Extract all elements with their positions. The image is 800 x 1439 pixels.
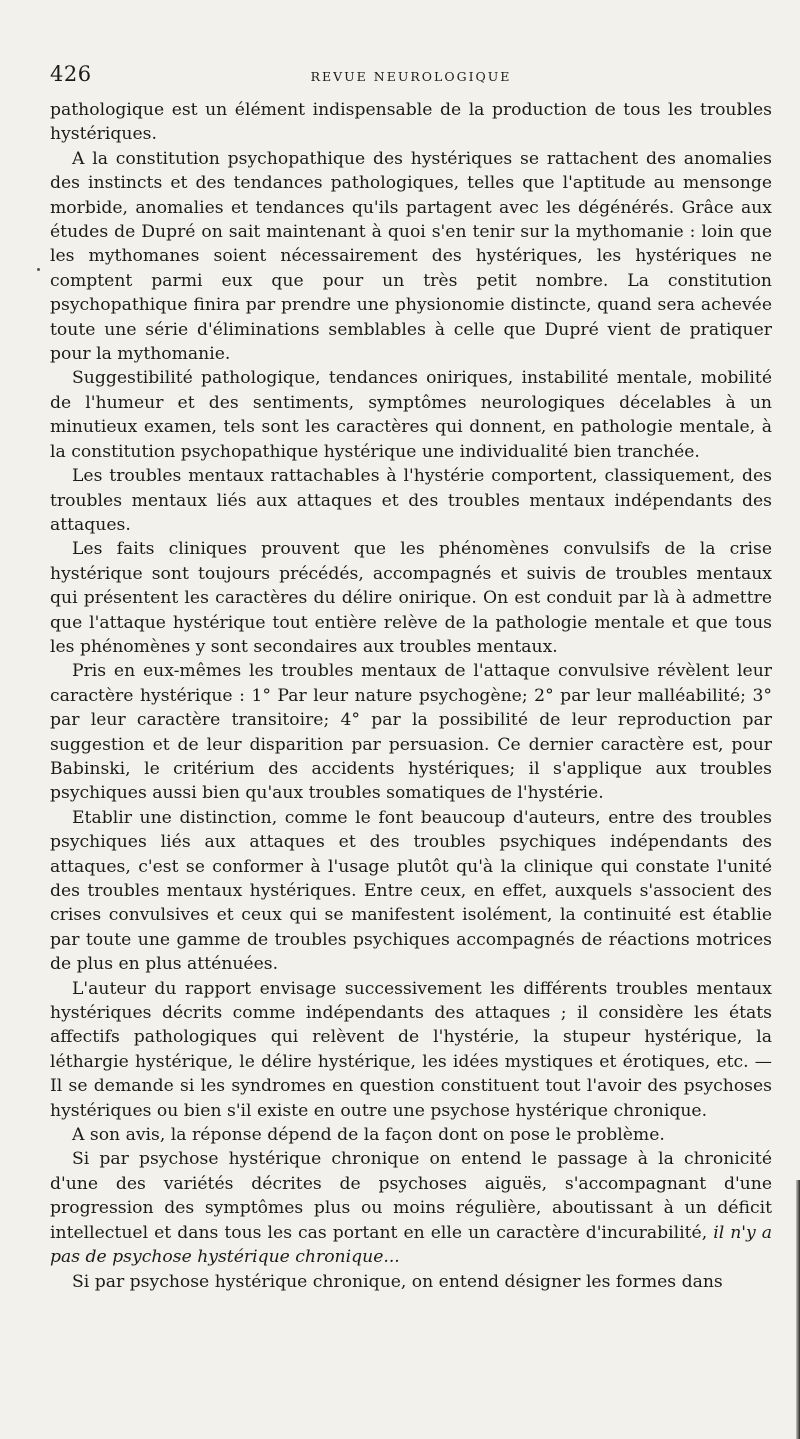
page-edge-shadow xyxy=(796,1180,800,1439)
paragraph-2: A la constitution psychopathique des hystériques se rattachent des anomalies des instincts et des tendances pathologiques, telles que l'aptitude au mensonge morbide, anomalies et tendances qu'ils partagent avec les dégénérés. Grâce aux études de Dupré on sait maintenant à quoi s'en tenir sur la mythomanie : loin que les mythomanes soient nécessairement des hystériques, les hystériques ne comptent parmi eux que pour un très petit nombre. La constitution psychopathique finira par prendre une physionomie distincte, quand sera achevée toute une série d'éliminations semblables à celle que Dupré vient de pratiquer pour la mythomanie. xyxy=(50,148,772,365)
paragraph-9: A son avis, la réponse dépend de la façon dont on pose le problème. xyxy=(72,1125,665,1146)
paragraph-10 xyxy=(50,1147,772,1269)
page-number: 426 xyxy=(50,62,92,86)
paragraph-11: Si par psychose hystérique chronique, on entend désigner les formes dans xyxy=(72,1271,723,1292)
paragraph-6: Pris en eux-mêmes les troubles mentaux de l'attaque convulsive révèlent leur caractère hystérique : 1° Par leur nature psychogène; 2° par leur malléabilité; 3° par leur caractère transitoire; 4° par la possibilité de leur reproduction par suggestion et de leur disparition par persuasion. Ce dernier caractère est, pour Babinski, le critérium des accidents hystériques; il s'applique aux troubles psychiques aussi bien qu'aux troubles somatiques de l'hystérie. xyxy=(50,661,772,804)
paragraph-8: L'auteur du rapport envisage successivement les différents troubles mentaux hystériques décrits comme indépendants des attaques ; il considère les états affectifs pathologiques qui relèvent de l'hystérie, la stupeur hystérique, la léthargie hystérique, le délire hystérique, les idées mystiques et érotiques, etc. — Il se demande si les syndromes en question constituent tout l'avoir des psychoses hystériques ou bien s'il existe en outre une psychose hystérique chronique. xyxy=(50,978,772,1121)
running-head xyxy=(50,62,772,92)
article-body xyxy=(50,98,772,1294)
paragraph-10-text: Si par psychose hystérique chronique on entend le passage à la chronicité d'une des variétés décrites de psychoses aiguës, s'accompagnant d'une progression des symptômes plus ou moins régulière, aboutissant à un déficit intellectuel et dans tous les cas portant en elle un caractère d'incurabilité, xyxy=(50,1149,772,1243)
paragraph-10-italic: il n'y a pas de psychose hystérique chronique... xyxy=(50,1222,772,1268)
paragraph-5: Les faits cliniques prouvent que les phénomènes convulsifs de la crise hystérique sont toujours précédés, accompagnés et suivis de troubles mentaux qui présentent les caractères du délire onirique. On est conduit par là à admettre que l'attaque hystérique tout entière relève de la pathologie mentale et que tous les phénomènes y sont secondaires aux troubles mentaux. xyxy=(50,539,772,657)
paragraph-7: Etablir une distinction, comme le font beaucoup d'auteurs, entre des troubles psychiques liés aux attaques et des troubles psychiques indépendants des attaques, c'est se conformer à l'usage plutôt qu'à la clinique qui constate l'unité des troubles mentaux hystériques. Entre ceux, en effet, auxquels s'associent des crises convulsives et ceux qui se manifestent isolément, la continuité est établie par toute une gamme de troubles psychiques accompagnés de réactions motrices de plus en plus atténuées. xyxy=(50,807,772,975)
journal-title: REVUE NEUROLOGIQUE xyxy=(310,69,512,84)
paragraph-3: Suggestibilité pathologique, tendances oniriques, instabilité mentale, mobilité de l'humeur et des sentiments, symptômes neurologiques décelables à un minutieux examen, tels sont les caractères qui donnent, en pathologie mentale, à la constitution psychopathique hystérique une individualité bien tranchée. xyxy=(50,368,772,462)
paragraph-1: pathologique est un élément indispensable de la production de tous les troubles hystériques. xyxy=(50,100,772,145)
margin-speck xyxy=(37,268,40,271)
paragraph-4: Les troubles mentaux rattachables à l'hystérie comportent, classiquement, des troubles mentaux liés aux attaques et des troubles mentaux indépendants des attaques. xyxy=(50,466,772,535)
